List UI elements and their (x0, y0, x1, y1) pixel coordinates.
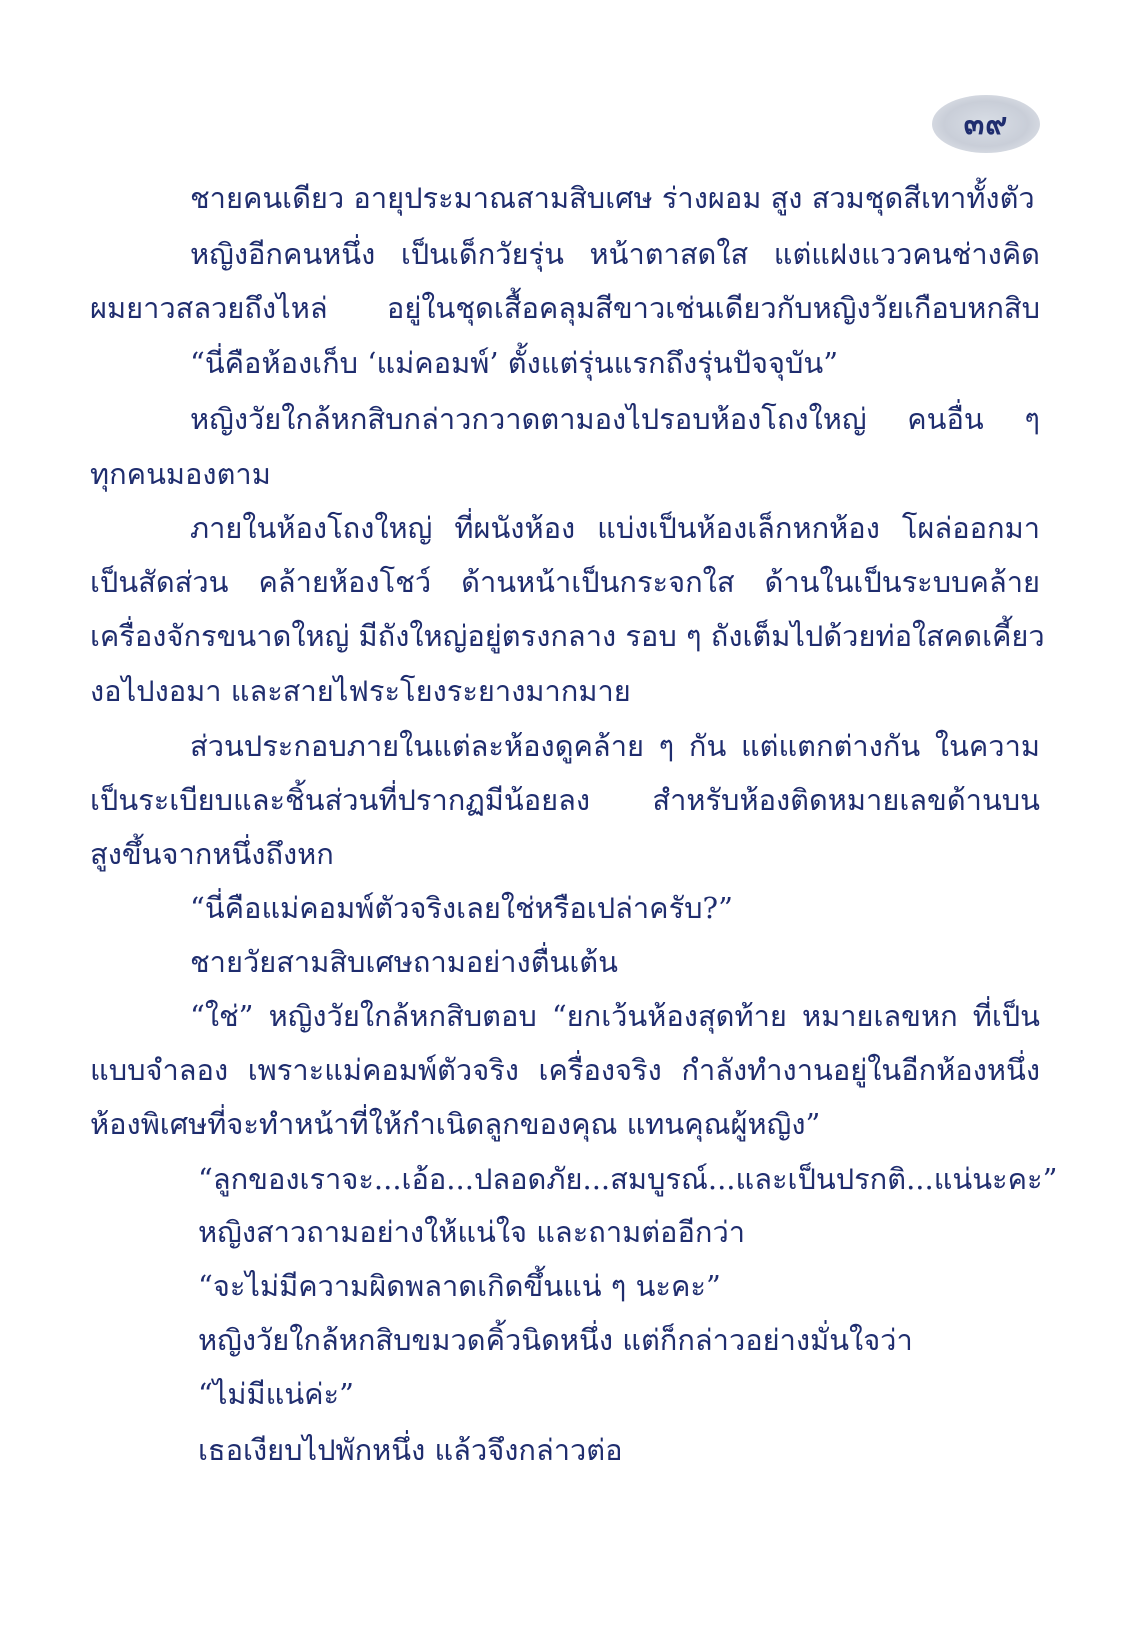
page-number: ๓๙ (963, 106, 1009, 142)
text-line: “นี่คือแม่คอมพ์ตัวจริงเลยใช่หรือเปล่าครับ?” (190, 891, 733, 925)
text-line: ส่วนประกอบภายในแต่ละห้องดูคล้าย ๆ กัน แต่แตกต่างกัน ในความ (190, 729, 1040, 763)
text-line: ผมยาวสลวยถึงไหล่ อยู่ในชุดเสื้อคลุมสีขาวเช่นเดียวกับหญิงวัยเกือบหกสิบ (90, 291, 1040, 325)
text-line: ทุกคนมองตาม (90, 457, 271, 491)
text-line: “จะไม่มีความผิดพลาดเกิดขึ้นแน่ ๆ นะคะ” (198, 1269, 721, 1303)
text-line: หญิงวัยใกล้หกสิบกล่าวกวาดตามองไปรอบห้องโถงใหญ่ คนอื่น ๆ (190, 402, 1040, 436)
page-number-badge (932, 95, 1040, 153)
text-line: หญิงสาวถามอย่างให้แน่ใจ และถามต่ออีกว่า (198, 1215, 746, 1249)
text-line: หญิงวัยใกล้หกสิบขมวดคิ้วนิดหนึ่ง แต่ก็กล่าวอย่างมั่นใจว่า (198, 1323, 913, 1357)
text-line: ห้องพิเศษที่จะทำหน้าที่ให้กำเนิดลูกของคุณ แทนคุณผู้หญิง” (90, 1107, 821, 1141)
text-line: “นี่คือห้องเก็บ ‘แม่คอมพ์’ ตั้งแต่รุ่นแรกถึงรุ่นปัจจุบัน” (190, 346, 839, 380)
text-line: หญิงอีกคนหนึ่ง เป็นเด็กวัยรุ่น หน้าตาสดใส แต่แฝงแววคนช่างคิด (190, 237, 1040, 271)
text-line: งอไปงอมา และสายไฟระโยงระยางมากมาย (90, 674, 631, 708)
text-line: ชายคนเดียว อายุประมาณสามสิบเศษ ร่างผอม สูง สวมชุดสีเทาทั้งตัว (190, 181, 1035, 215)
text-line: “ลูกของเราจะ...เอ้อ...ปลอดภัย...สมบูรณ์...และเป็นปรกติ...แน่นะคะ” (198, 1162, 1058, 1196)
text-line: ชายวัยสามสิบเศษถามอย่างตื่นเต้น (190, 945, 618, 979)
text-line: ภายในห้องโถงใหญ่ ที่ผนังห้อง แบ่งเป็นห้องเล็กหกห้อง โผล่ออกมา (190, 511, 1040, 545)
text-line: เธอเงียบไปพักหนึ่ง แล้วจึงกล่าวต่อ (198, 1433, 623, 1467)
text-line: เป็นระเบียบและชิ้นส่วนที่ปรากฏมีน้อยลง สำหรับห้องติดหมายเลขด้านบน (90, 783, 1040, 817)
text-line: “ไม่มีแน่ค่ะ” (198, 1377, 354, 1411)
text-line: แบบจำลอง เพราะแม่คอมพ์ตัวจริง เครื่องจริง กำลังทำงานอยู่ในอีกห้องหนึ่ง (90, 1053, 1040, 1087)
text-line: “ใช่” หญิงวัยใกล้หกสิบตอบ “ยกเว้นห้องสุดท้าย หมายเลขหก ที่เป็น (190, 999, 1040, 1033)
text-line: เครื่องจักรขนาดใหญ่ มีถังใหญ่อยู่ตรงกลาง รอบ ๆ ถังเต็มไปด้วยท่อใสคดเคี้ยว (90, 619, 1045, 653)
text-line: สูงขึ้นจากหนึ่งถึงหก (90, 837, 334, 871)
text-line: เป็นสัดส่วน คล้ายห้องโชว์ ด้านหน้าเป็นกระจกใส ด้านในเป็นระบบคล้าย (90, 565, 1040, 599)
